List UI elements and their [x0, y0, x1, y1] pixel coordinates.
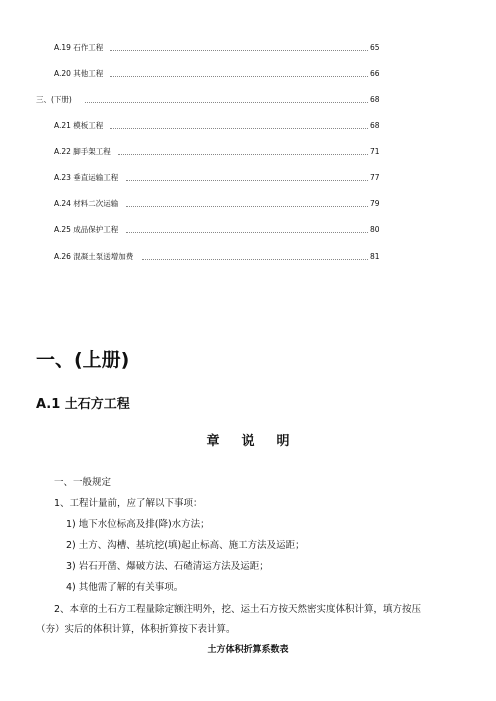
toc-page-number: 66: [370, 69, 380, 78]
toc-leader: [126, 206, 368, 207]
toc-label: A.22 脚手架工程: [54, 145, 113, 159]
toc-label: A.20 其他工程: [54, 67, 105, 81]
toc-leader: [110, 76, 368, 77]
list-item: 4) 其他需了解的有关事项。: [66, 582, 184, 593]
chapter-title: 章说明: [206, 434, 312, 449]
toc-row[interactable]: [0, 93, 496, 107]
toc-label: A.19 石作工程: [54, 41, 105, 55]
toc-page-number: 79: [370, 199, 380, 208]
toc-page-number: 77: [370, 173, 380, 182]
toc-leader: [126, 180, 368, 181]
section-heading: A.1 土石方工程: [36, 397, 130, 412]
table-title: 土方体积折算系数表: [207, 645, 289, 655]
toc-page-number: 68: [370, 95, 380, 104]
toc-page-number: 71: [370, 147, 380, 156]
toc-label: 三、(下册): [36, 93, 74, 107]
toc-page-number: 65: [370, 43, 380, 52]
toc-row[interactable]: [0, 171, 496, 185]
paragraph-item-1: 1、工程计量前，应了解以下事项：: [54, 498, 203, 509]
toc-leader: [142, 259, 368, 260]
toc-row[interactable]: [0, 67, 496, 81]
toc-row[interactable]: [0, 223, 496, 237]
toc-leader: [118, 154, 368, 155]
toc-label: A.24 材料二次运输: [54, 197, 120, 211]
toc-page-number: 81: [370, 252, 380, 261]
list-item: 3) 岩石开凿、爆破方法、石碴清运方法及运距；: [66, 561, 269, 572]
toc-page-number: 68: [370, 121, 380, 130]
toc-leader: [85, 102, 368, 103]
toc-row[interactable]: [0, 145, 496, 159]
list-item: 2) 土方、沟槽、基坑挖(填)起止标高、施工方法及运距；: [66, 540, 305, 551]
general-rules-heading: 一、一般规定: [54, 477, 112, 488]
toc-label: A.23 垂直运输工程: [54, 171, 120, 185]
paragraph-item-2: 2、本章的土石方工程量除定额注明外，挖、运土石方按天然密实度体积计算，填方按压: [54, 604, 422, 615]
toc-page-number: 80: [370, 225, 380, 234]
toc-label: A.21 模板工程: [54, 119, 105, 133]
toc-leader: [110, 128, 368, 129]
toc-row[interactable]: [0, 41, 496, 55]
list-item: 1) 地下水位标高及排(降)水方法；: [66, 519, 210, 530]
paragraph-item-2-continued: （夯）实后的体积计算，体积折算按下表计算。: [36, 624, 236, 635]
toc-row[interactable]: [0, 119, 496, 133]
volume-heading: 一、(上册): [36, 349, 130, 371]
toc-label: A.26 混凝土泵送增加费: [54, 250, 135, 264]
toc-row[interactable]: [0, 197, 496, 211]
toc-leader: [126, 232, 368, 233]
toc-leader: [110, 50, 368, 51]
toc-row[interactable]: [0, 250, 496, 264]
toc-label: A.25 成品保护工程: [54, 223, 120, 237]
